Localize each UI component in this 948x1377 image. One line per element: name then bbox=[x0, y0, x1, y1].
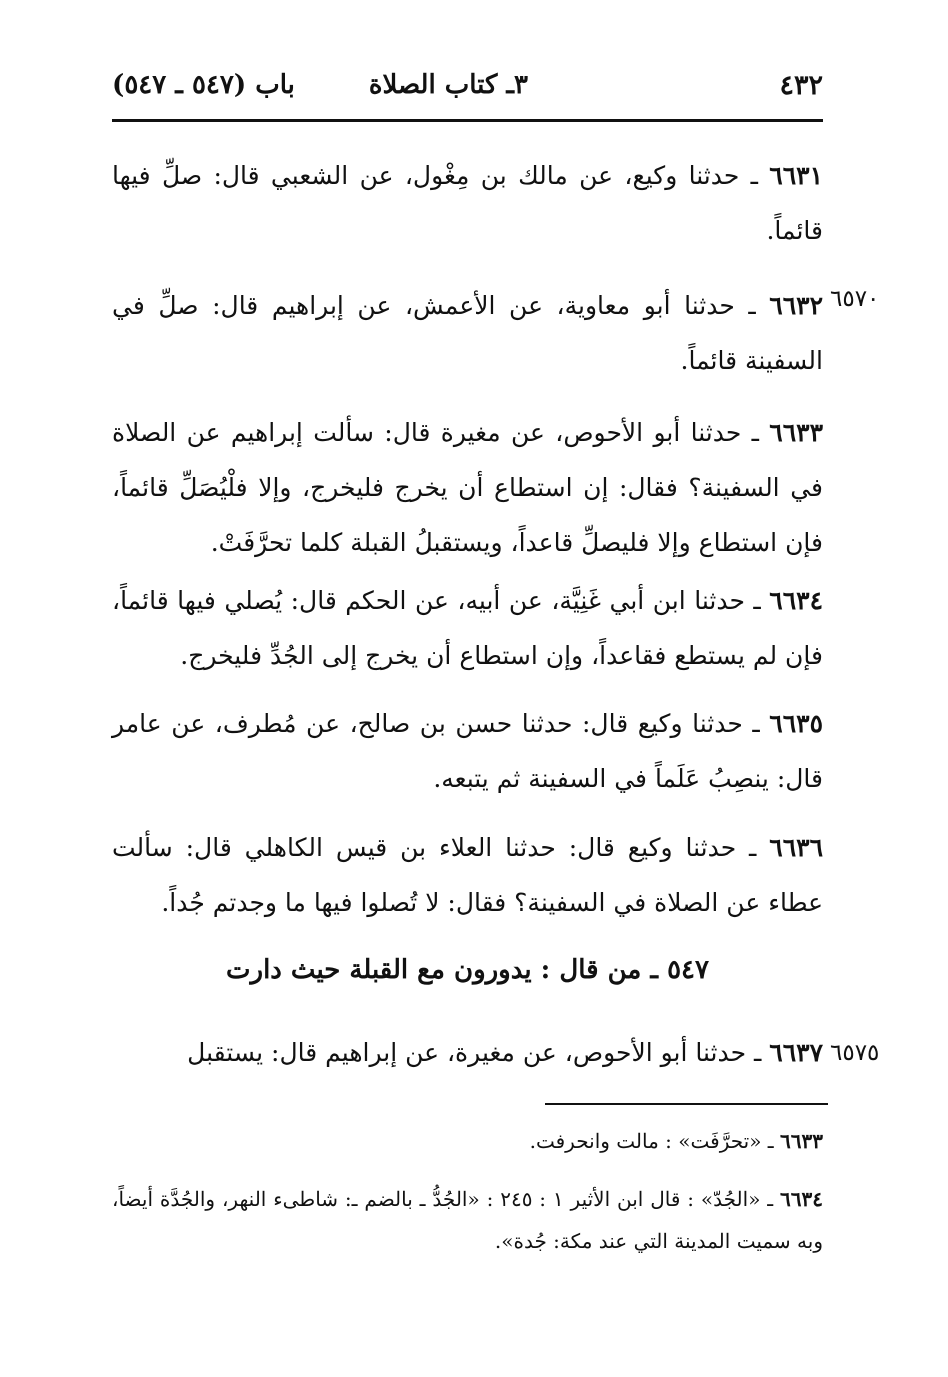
footnote bbox=[112, 1120, 823, 1162]
hadith-text: ـ حدثنا ابن أبي غَنِيَّة، عن أبيه، عن الحكم قال: يُصلي فيها قائماً، فإن لم يستطع فقاعداً، وإن استطاع أن يخرج إلى الجُدِّ فليخرج. bbox=[112, 586, 823, 670]
hadith-number: ٦٦٣٧ bbox=[769, 1038, 823, 1067]
hadith-text: ـ حدثنا وكيع، عن مالك بن مِغْول، عن الشعبي قال: صلِّ فيها قائماً. bbox=[112, 161, 823, 245]
hadith-text: ـ حدثنا أبو الأحوص، عن مغيرة قال: سألت إبراهيم عن الصلاة في السفينة؟ فقال: إن استطاع أن يخرج فليخرج، وإلا فلْيُصَلِّ قائماً، فإن استطاع وإلا فليصلِّ قاعداً، ويستقبلُ القبلة كلما تحرَّفَتْ. bbox=[112, 418, 823, 557]
hadith-text: ـ حدثنا وكيع قال: حدثنا حسن بن صالح، عن مُطرف، عن عامر قال: ينصِبُ عَلَماً في السفينة ثم يتبعه. bbox=[112, 709, 823, 793]
hadith-text: ـ حدثنا أبو الأحوص، عن مغيرة، عن إبراهيم قال: يستقبل bbox=[187, 1038, 762, 1067]
hadith-number: ٦٦٣٤ bbox=[769, 586, 824, 615]
hadith-entry bbox=[112, 1025, 823, 1080]
chapter-range: باب (٥٤٧ ـ ٥٤٧) bbox=[112, 70, 295, 100]
hadith-number: ٦٦٣٣ bbox=[769, 418, 824, 447]
footnote-text: ـ «تحرَّفَت» : مالت وانحرفت. bbox=[529, 1129, 774, 1153]
book-title: ٣ـ كتاب الصلاة bbox=[368, 70, 528, 100]
page-number: ٤٣٢ bbox=[779, 70, 823, 101]
hadith-text: ـ حدثنا أبو معاوية، عن الأعمش، عن إبراهيم قال: صلِّ في السفينة قائماً. bbox=[112, 291, 823, 375]
hadith-entry bbox=[112, 696, 823, 806]
footnote bbox=[112, 1178, 823, 1262]
hadith-entry bbox=[112, 148, 823, 258]
hadith-number: ٦٦٣٢ bbox=[769, 291, 823, 320]
footnote-text: ـ «الجُدّ» : قال ابن الأثير ١ : ٢٤٥ : «الجُدُّ ـ بالضم ـ: شاطىء النهر، والجُدَّة أيضاً، وبه سميت المدينة التي عند مكة: جُدة». bbox=[112, 1187, 823, 1253]
hadith-entry bbox=[112, 820, 823, 930]
running-header bbox=[112, 70, 823, 116]
margin-reference-number: ٦٥٧٥ bbox=[830, 1040, 880, 1066]
hadith-entry bbox=[112, 278, 823, 388]
margin-reference-number: ٦٥٧٠ bbox=[830, 286, 880, 312]
footnote-rule bbox=[545, 1103, 828, 1105]
hadith-number: ٦٦٣١ bbox=[769, 161, 823, 190]
footnote-reference: ٦٦٣٣ bbox=[780, 1129, 823, 1153]
hadith-entry bbox=[112, 573, 823, 683]
hadith-text: ـ حدثنا وكيع قال: حدثنا العلاء بن قيس الكاهلي قال: سألت عطاء عن الصلاة في السفينة؟ فقال: لا تُصلوا فيها ما وجدتم جُداً. bbox=[112, 833, 823, 917]
hadith-entry bbox=[112, 405, 823, 570]
hadith-number: ٦٦٣٥ bbox=[769, 709, 823, 738]
header-rule bbox=[112, 119, 823, 122]
footnote-reference: ٦٦٣٤ bbox=[780, 1187, 824, 1211]
hadith-number: ٦٦٣٦ bbox=[769, 833, 823, 862]
section-title: ٥٤٧ ـ من قال : يدورون مع القبلة حيث دارت bbox=[226, 955, 709, 985]
